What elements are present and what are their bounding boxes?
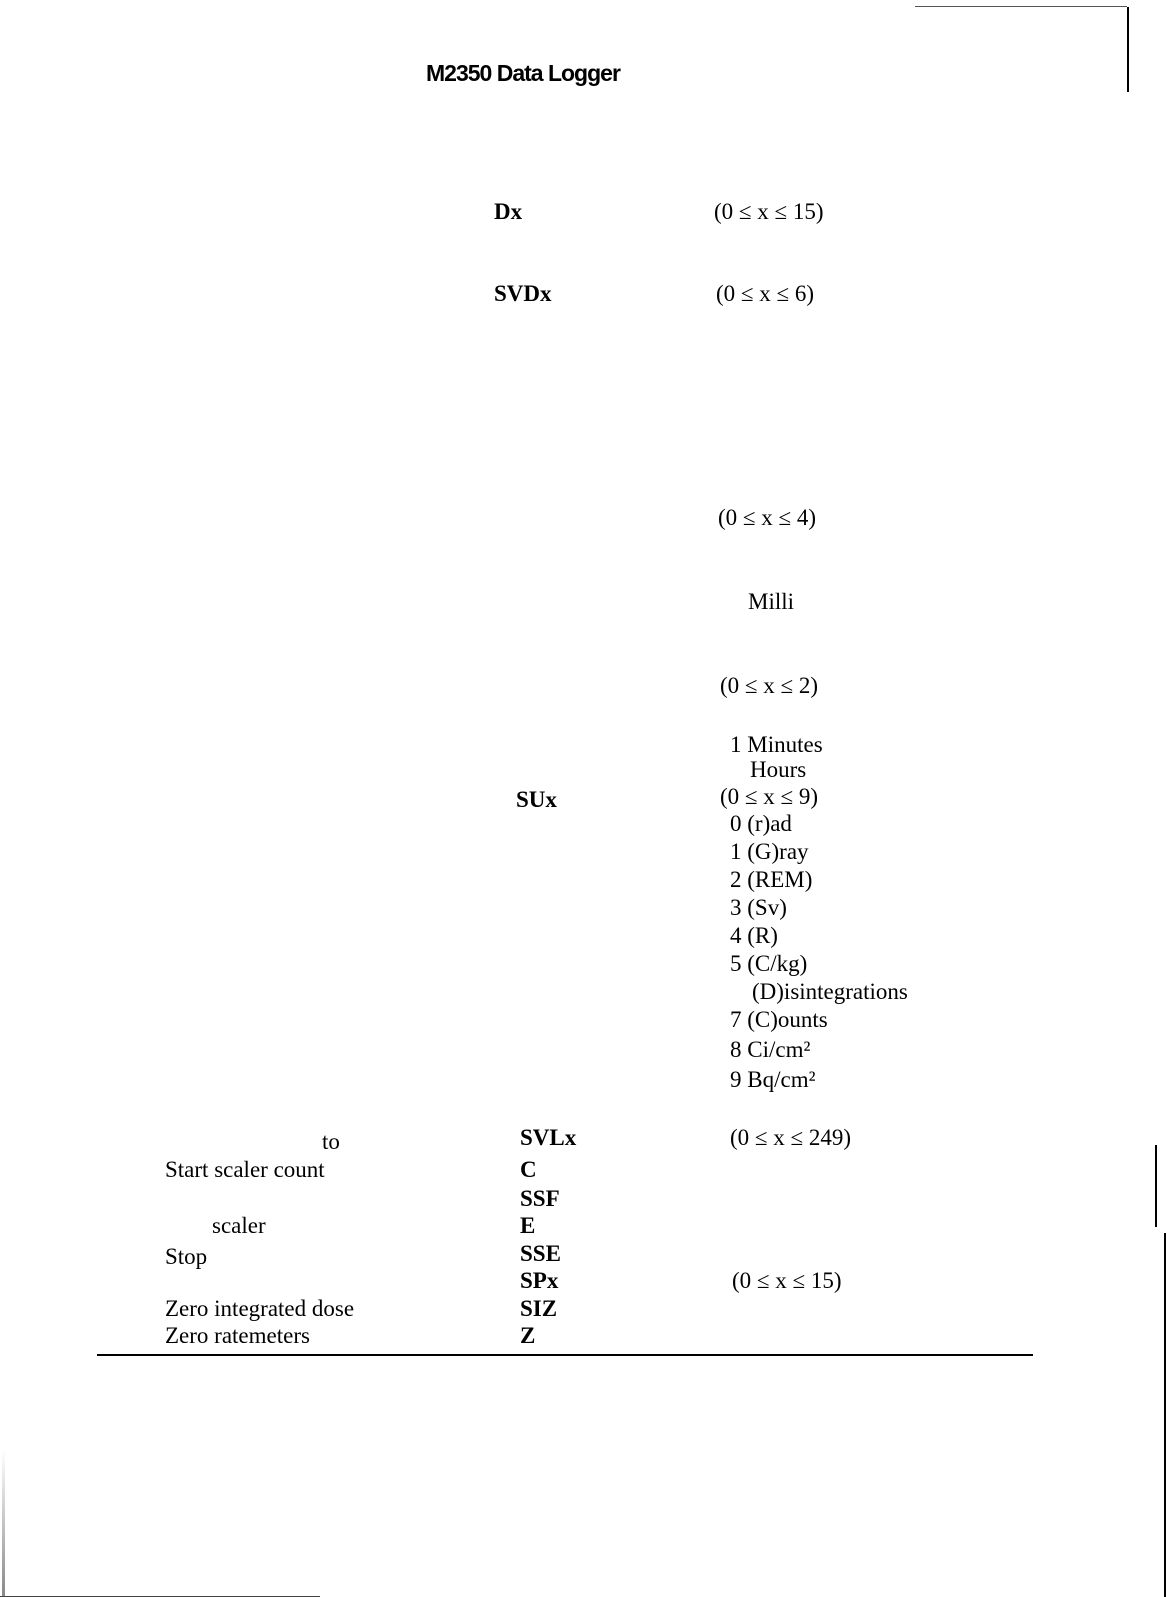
unit-bq-cm2: 9 Bq/cm² (730, 1067, 816, 1092)
command-svlx: SVLx (520, 1125, 577, 1150)
command-svdx: SVDx (494, 281, 552, 306)
scan-edge-top (915, 6, 1127, 7)
command-z: Z (520, 1323, 536, 1348)
scan-edge-right (1127, 7, 1129, 92)
range-four: (0 ≤ x ≤ 4) (718, 505, 817, 530)
table-bottom-rule (97, 1354, 1033, 1356)
range-sux: (0 ≤ x ≤ 9) (720, 784, 819, 809)
command-siz: SIZ (520, 1296, 558, 1321)
range-svlx: (0 ≤ x ≤ 249) (730, 1125, 852, 1150)
unit-ckg: 5 (C/kg) (730, 951, 808, 976)
command-ssf: SSF (520, 1186, 560, 1211)
unit-hours: Hours (750, 757, 807, 782)
scan-edge-left (2, 1450, 5, 1597)
scan-mark-right (1155, 1145, 1157, 1227)
command-e: E (520, 1213, 536, 1238)
unit-rad: 0 (r)ad (730, 811, 792, 836)
command-sse: SSE (520, 1241, 561, 1266)
unit-ci-cm2: 8 Ci/cm² (730, 1037, 811, 1062)
description-zero-ratemeters: Zero ratemeters (165, 1323, 310, 1348)
unit-milli: Milli (748, 589, 795, 614)
command-sux: SUx (516, 787, 557, 812)
scan-mark-right-lower (1164, 1233, 1166, 1597)
unit-sv: 3 (Sv) (730, 895, 787, 920)
description-zero-integrated-dose: Zero integrated dose (165, 1296, 355, 1321)
unit-disintegrations: (D)isintegrations (752, 979, 908, 1004)
command-spx: SPx (520, 1268, 559, 1293)
command-c: C (520, 1157, 537, 1182)
unit-rem: 2 (REM) (730, 867, 813, 892)
range-dx: (0 ≤ x ≤ 15) (714, 199, 824, 224)
unit-counts: 7 (C)ounts (730, 1007, 828, 1032)
description-start-scaler-count: Start scaler count (165, 1157, 325, 1182)
command-dx: Dx (494, 199, 523, 224)
range-two: (0 ≤ x ≤ 2) (720, 673, 819, 698)
description-scaler: scaler (212, 1213, 266, 1238)
unit-minutes: 1 Minutes (730, 732, 823, 757)
page-title: M2350 Data Logger (426, 60, 620, 86)
description-to: to (322, 1129, 340, 1154)
unit-r: 4 (R) (730, 923, 778, 948)
description-stop: Stop (165, 1244, 208, 1269)
unit-gray: 1 (G)ray (730, 839, 809, 864)
range-svdx: (0 ≤ x ≤ 6) (716, 281, 815, 306)
range-spx: (0 ≤ x ≤ 15) (732, 1268, 842, 1293)
